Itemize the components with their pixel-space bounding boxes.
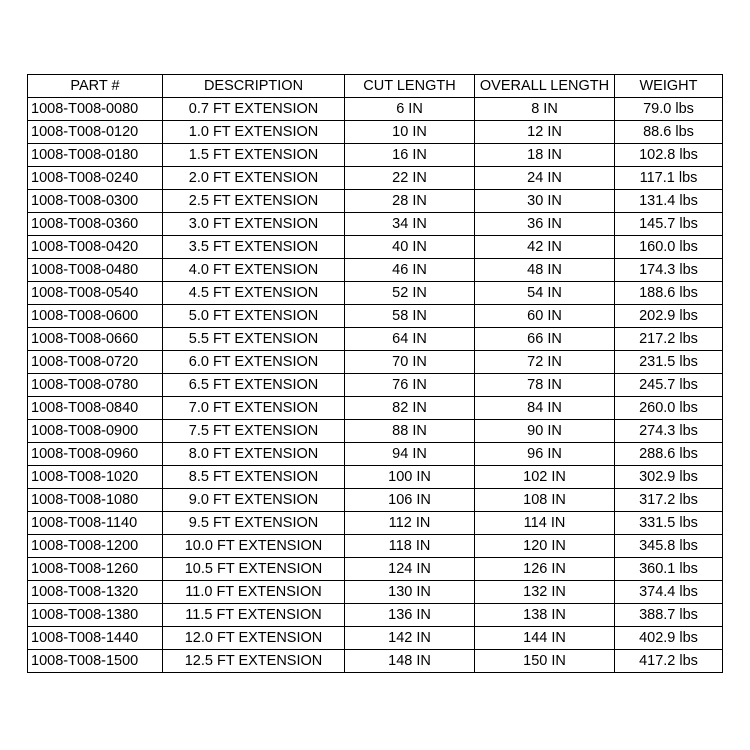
- cell-overall-length: 24 IN: [475, 167, 615, 190]
- table-row: [28, 351, 723, 374]
- cell-part-number: 1008-T008-0720: [28, 351, 163, 374]
- column-header-description: DESCRIPTION: [163, 75, 345, 98]
- cell-overall-length: 96 IN: [475, 443, 615, 466]
- cell-description: 10.5 FT EXTENSION: [163, 558, 345, 581]
- table-row: [28, 420, 723, 443]
- cell-overall-length: 84 IN: [475, 397, 615, 420]
- cell-weight: 102.8 lbs: [615, 144, 723, 167]
- cell-part-number: 1008-T008-0080: [28, 98, 163, 121]
- cell-description: 9.5 FT EXTENSION: [163, 512, 345, 535]
- table-row: [28, 466, 723, 489]
- cell-description: 1.5 FT EXTENSION: [163, 144, 345, 167]
- cell-part-number: 1008-T008-0600: [28, 305, 163, 328]
- cell-cut-length: 64 IN: [345, 328, 475, 351]
- cell-part-number: 1008-T008-1260: [28, 558, 163, 581]
- cell-weight: 160.0 lbs: [615, 236, 723, 259]
- cell-part-number: 1008-T008-0360: [28, 213, 163, 236]
- table-row: [28, 190, 723, 213]
- table-row: [28, 581, 723, 604]
- table-row: [28, 627, 723, 650]
- cell-description: 9.0 FT EXTENSION: [163, 489, 345, 512]
- cell-part-number: 1008-T008-1200: [28, 535, 163, 558]
- cell-cut-length: 100 IN: [345, 466, 475, 489]
- cell-weight: 145.7 lbs: [615, 213, 723, 236]
- cell-weight: 302.9 lbs: [615, 466, 723, 489]
- table-row: [28, 489, 723, 512]
- cell-cut-length: 16 IN: [345, 144, 475, 167]
- table-row: [28, 328, 723, 351]
- cell-description: 4.0 FT EXTENSION: [163, 259, 345, 282]
- cell-cut-length: 136 IN: [345, 604, 475, 627]
- cell-weight: 345.8 lbs: [615, 535, 723, 558]
- cell-weight: 360.1 lbs: [615, 558, 723, 581]
- cell-weight: 288.6 lbs: [615, 443, 723, 466]
- cell-cut-length: 76 IN: [345, 374, 475, 397]
- table-row: [28, 650, 723, 673]
- cell-weight: 245.7 lbs: [615, 374, 723, 397]
- cell-cut-length: 88 IN: [345, 420, 475, 443]
- cell-description: 2.0 FT EXTENSION: [163, 167, 345, 190]
- cell-cut-length: 142 IN: [345, 627, 475, 650]
- cell-overall-length: 18 IN: [475, 144, 615, 167]
- cell-overall-length: 114 IN: [475, 512, 615, 535]
- cell-weight: 174.3 lbs: [615, 259, 723, 282]
- cell-part-number: 1008-T008-1140: [28, 512, 163, 535]
- cell-part-number: 1008-T008-1020: [28, 466, 163, 489]
- cell-part-number: 1008-T008-0840: [28, 397, 163, 420]
- column-header-part-number: PART #: [28, 75, 163, 98]
- cell-weight: 374.4 lbs: [615, 581, 723, 604]
- cell-description: 4.5 FT EXTENSION: [163, 282, 345, 305]
- cell-description: 11.0 FT EXTENSION: [163, 581, 345, 604]
- cell-description: 10.0 FT EXTENSION: [163, 535, 345, 558]
- table-row: [28, 282, 723, 305]
- table-row: [28, 213, 723, 236]
- cell-part-number: 1008-T008-0540: [28, 282, 163, 305]
- cell-cut-length: 124 IN: [345, 558, 475, 581]
- cell-part-number: 1008-T008-0780: [28, 374, 163, 397]
- table-body: [28, 98, 723, 673]
- table-row: [28, 604, 723, 627]
- table-row: [28, 259, 723, 282]
- cell-overall-length: 60 IN: [475, 305, 615, 328]
- cell-description: 1.0 FT EXTENSION: [163, 121, 345, 144]
- cell-weight: 79.0 lbs: [615, 98, 723, 121]
- table-row: [28, 305, 723, 328]
- table-row: [28, 512, 723, 535]
- cell-cut-length: 34 IN: [345, 213, 475, 236]
- table-row: [28, 167, 723, 190]
- cell-description: 3.5 FT EXTENSION: [163, 236, 345, 259]
- extension-spec-table: [27, 74, 723, 673]
- cell-weight: 417.2 lbs: [615, 650, 723, 673]
- column-header-cut-length: CUT LENGTH: [345, 75, 475, 98]
- cell-part-number: 1008-T008-0900: [28, 420, 163, 443]
- cell-weight: 317.2 lbs: [615, 489, 723, 512]
- cell-cut-length: 94 IN: [345, 443, 475, 466]
- cell-part-number: 1008-T008-0420: [28, 236, 163, 259]
- cell-part-number: 1008-T008-0300: [28, 190, 163, 213]
- cell-overall-length: 72 IN: [475, 351, 615, 374]
- cell-description: 2.5 FT EXTENSION: [163, 190, 345, 213]
- cell-overall-length: 36 IN: [475, 213, 615, 236]
- cell-cut-length: 118 IN: [345, 535, 475, 558]
- cell-overall-length: 126 IN: [475, 558, 615, 581]
- cell-cut-length: 52 IN: [345, 282, 475, 305]
- table-row: [28, 374, 723, 397]
- cell-overall-length: 30 IN: [475, 190, 615, 213]
- cell-overall-length: 108 IN: [475, 489, 615, 512]
- table-row: [28, 144, 723, 167]
- cell-cut-length: 106 IN: [345, 489, 475, 512]
- cell-cut-length: 148 IN: [345, 650, 475, 673]
- cell-cut-length: 6 IN: [345, 98, 475, 121]
- cell-cut-length: 28 IN: [345, 190, 475, 213]
- cell-description: 7.0 FT EXTENSION: [163, 397, 345, 420]
- cell-description: 5.5 FT EXTENSION: [163, 328, 345, 351]
- cell-part-number: 1008-T008-1440: [28, 627, 163, 650]
- cell-weight: 388.7 lbs: [615, 604, 723, 627]
- cell-overall-length: 150 IN: [475, 650, 615, 673]
- cell-description: 5.0 FT EXTENSION: [163, 305, 345, 328]
- cell-weight: 260.0 lbs: [615, 397, 723, 420]
- cell-part-number: 1008-T008-1380: [28, 604, 163, 627]
- cell-cut-length: 70 IN: [345, 351, 475, 374]
- table-row: [28, 98, 723, 121]
- cell-weight: 117.1 lbs: [615, 167, 723, 190]
- column-header-overall-length: OVERALL LENGTH: [475, 75, 615, 98]
- cell-weight: 188.6 lbs: [615, 282, 723, 305]
- cell-part-number: 1008-T008-1320: [28, 581, 163, 604]
- cell-weight: 131.4 lbs: [615, 190, 723, 213]
- cell-part-number: 1008-T008-0480: [28, 259, 163, 282]
- cell-description: 6.0 FT EXTENSION: [163, 351, 345, 374]
- cell-overall-length: 78 IN: [475, 374, 615, 397]
- cell-weight: 274.3 lbs: [615, 420, 723, 443]
- cell-description: 12.5 FT EXTENSION: [163, 650, 345, 673]
- cell-cut-length: 82 IN: [345, 397, 475, 420]
- table-row: [28, 443, 723, 466]
- table-row: [28, 397, 723, 420]
- cell-overall-length: 102 IN: [475, 466, 615, 489]
- cell-description: 0.7 FT EXTENSION: [163, 98, 345, 121]
- table-row: [28, 535, 723, 558]
- cell-description: 3.0 FT EXTENSION: [163, 213, 345, 236]
- cell-description: 11.5 FT EXTENSION: [163, 604, 345, 627]
- cell-weight: 331.5 lbs: [615, 512, 723, 535]
- table-header-row: [28, 75, 723, 98]
- cell-overall-length: 8 IN: [475, 98, 615, 121]
- cell-overall-length: 54 IN: [475, 282, 615, 305]
- cell-overall-length: 90 IN: [475, 420, 615, 443]
- cell-overall-length: 144 IN: [475, 627, 615, 650]
- column-header-weight: WEIGHT: [615, 75, 723, 98]
- cell-weight: 88.6 lbs: [615, 121, 723, 144]
- cell-cut-length: 46 IN: [345, 259, 475, 282]
- cell-part-number: 1008-T008-1080: [28, 489, 163, 512]
- cell-cut-length: 22 IN: [345, 167, 475, 190]
- cell-part-number: 1008-T008-0660: [28, 328, 163, 351]
- cell-part-number: 1008-T008-0240: [28, 167, 163, 190]
- cell-cut-length: 10 IN: [345, 121, 475, 144]
- cell-cut-length: 112 IN: [345, 512, 475, 535]
- cell-cut-length: 58 IN: [345, 305, 475, 328]
- cell-overall-length: 132 IN: [475, 581, 615, 604]
- cell-overall-length: 48 IN: [475, 259, 615, 282]
- cell-overall-length: 66 IN: [475, 328, 615, 351]
- table-row: [28, 558, 723, 581]
- cell-overall-length: 42 IN: [475, 236, 615, 259]
- cell-weight: 217.2 lbs: [615, 328, 723, 351]
- cell-overall-length: 12 IN: [475, 121, 615, 144]
- cell-part-number: 1008-T008-1500: [28, 650, 163, 673]
- table-row: [28, 236, 723, 259]
- cell-weight: 202.9 lbs: [615, 305, 723, 328]
- cell-cut-length: 40 IN: [345, 236, 475, 259]
- cell-part-number: 1008-T008-0180: [28, 144, 163, 167]
- cell-description: 7.5 FT EXTENSION: [163, 420, 345, 443]
- cell-part-number: 1008-T008-0120: [28, 121, 163, 144]
- table-row: [28, 121, 723, 144]
- cell-description: 8.0 FT EXTENSION: [163, 443, 345, 466]
- cell-part-number: 1008-T008-0960: [28, 443, 163, 466]
- cell-overall-length: 120 IN: [475, 535, 615, 558]
- cell-description: 12.0 FT EXTENSION: [163, 627, 345, 650]
- cell-weight: 402.9 lbs: [615, 627, 723, 650]
- cell-cut-length: 130 IN: [345, 581, 475, 604]
- cell-description: 6.5 FT EXTENSION: [163, 374, 345, 397]
- cell-weight: 231.5 lbs: [615, 351, 723, 374]
- cell-overall-length: 138 IN: [475, 604, 615, 627]
- cell-description: 8.5 FT EXTENSION: [163, 466, 345, 489]
